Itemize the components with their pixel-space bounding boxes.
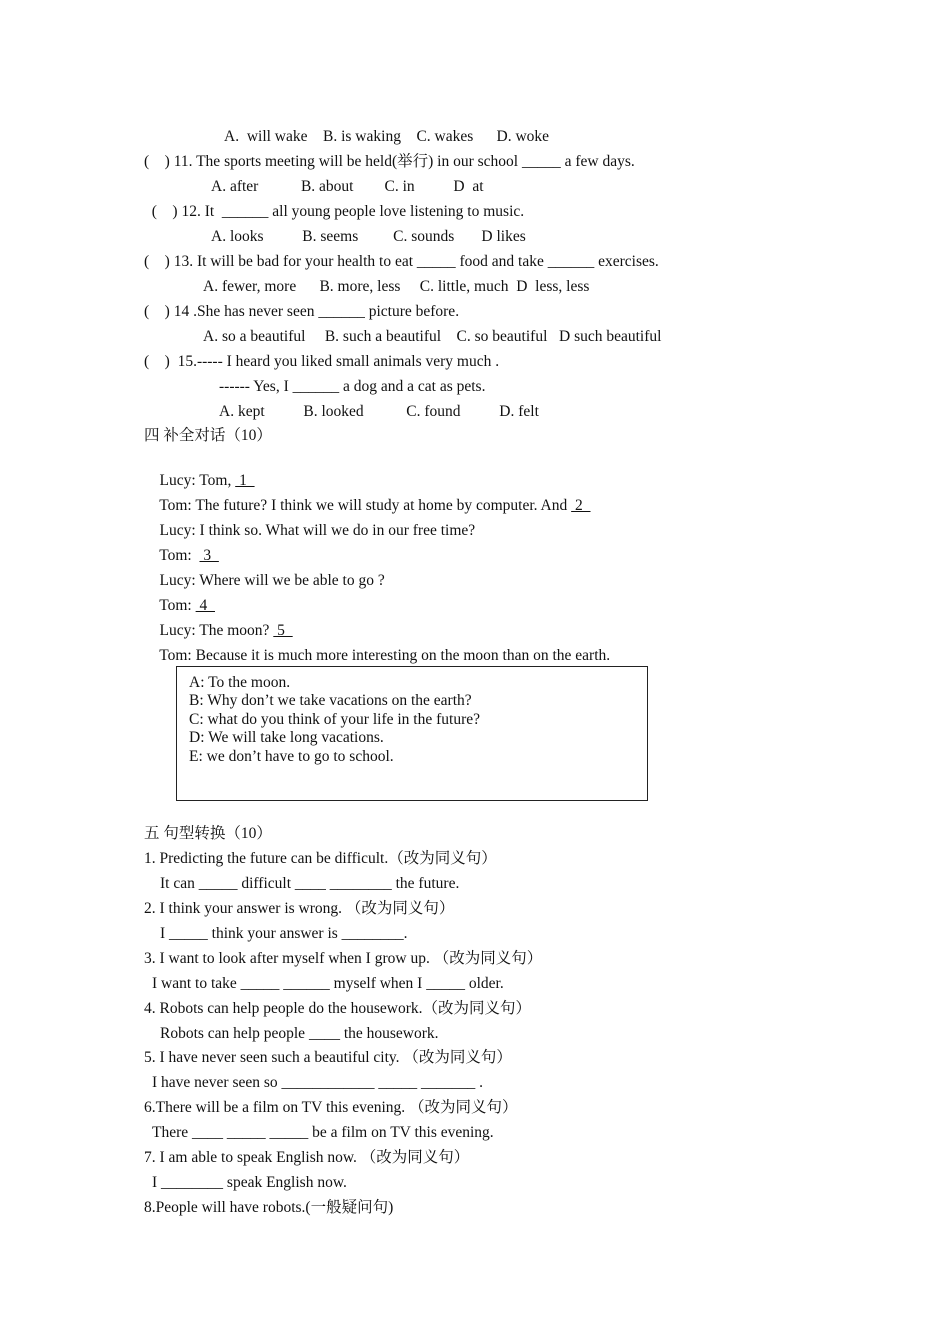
section4-title: 四 补全对话（10） [144,427,272,444]
q14-options: A. so a beautiful B. such a beautiful C. so beautiful D such beautiful [203,328,662,345]
transform-question: 5. I have never seen such a beautiful city. （改为同义句） [144,1049,512,1066]
box-option: C: what do you think of your life in the future? [189,711,480,728]
box-option: D: We will take long vacations. [189,729,384,746]
box-option: A: To the moon. [189,674,291,691]
q11-stem: ( ) 11. The sports meeting will be held(举行) in our school _____ a few days. [144,153,635,170]
dialogue-text: Lucy: Where will we be able to go ? [159,572,385,589]
dialogue-blank-1: 1 [235,472,255,489]
q15-stem: ( ) 15.----- I heard you liked small animals very much . [144,353,500,370]
q15-options: A. kept B. looked C. found D. felt [219,403,539,420]
q14-stem: ( ) 14 .She has never seen ______ picture before. [144,303,460,320]
q13-options: A. fewer, more B. more, less C. little, much D less, less [203,278,590,295]
q10-options: A. will wake B. is waking C. wakes D. woke [224,128,550,145]
q11-options: A. after B. about C. in D at [211,178,484,195]
section5-title: 五 句型转换（10） [144,825,272,842]
transform-answer: I _____ think your answer is ________. [160,925,408,942]
dialogue-blank-5: 5 [273,622,293,639]
box-option: E: we don’t have to go to school. [189,748,394,765]
transform-answer: I ________ speak English now. [152,1174,347,1191]
q12-options: A. looks B. seems C. sounds D likes [211,228,526,245]
transform-question: 8.People will have robots.(一般疑问句) [144,1199,394,1216]
transform-question: 2. I think your answer is wrong. （改为同义句） [144,900,455,917]
transform-question: 6.There will be a film on TV this evening. （改为同义句） [144,1099,518,1116]
q12-stem: ( ) 12. It ______ all young people love listening to music. [144,203,525,220]
dialogue-text: Tom: Because it is much more interesting on the moon than on the earth. [159,647,611,664]
dialogue-text: Tom: [159,547,200,564]
transform-question: 4. Robots can help people do the housework.（改为同义句） [144,1000,532,1017]
dialogue-text: Tom: [159,597,196,614]
dialogue-text: Tom: The future? I think we will study at home by computer. And [159,497,572,514]
q15-stem-reply: ------ Yes, I ______ a dog and a cat as pets. [219,378,486,395]
dialogue-blank-3: 3 [199,547,219,564]
transform-answer: I want to take _____ ______ myself when I _____ older. [152,975,504,992]
dialogue-text: Lucy: I think so. What will we do in our free time? [159,522,476,539]
transform-answer: Robots can help people ____ the housework. [160,1025,439,1042]
transform-answer: It can _____ difficult ____ ________ the future. [160,875,460,892]
dialogue-blank-4: 4 [195,597,215,614]
options-box [176,666,648,801]
transform-question: 7. I am able to speak English now. （改为同义句） [144,1149,470,1166]
transform-answer: I have never seen so ____________ _____ _______ . [152,1074,484,1091]
box-option: B: Why don’t we take vacations on the earth? [189,692,472,709]
transform-question: 3. I want to look after myself when I grow up. （改为同义句） [144,950,543,967]
q13-stem: ( ) 13. It will be bad for your health to eat _____ food and take ______ exercises. [144,253,659,270]
dialogue-text: Lucy: The moon? [159,622,274,639]
transform-question: 1. Predicting the future can be difficult.（改为同义句） [144,850,497,867]
transform-answer: There ____ _____ _____ be a film on TV this evening. [152,1124,494,1141]
dialogue-text: Lucy: Tom, [159,472,236,489]
dialogue-blank-2: 2 [571,497,591,514]
